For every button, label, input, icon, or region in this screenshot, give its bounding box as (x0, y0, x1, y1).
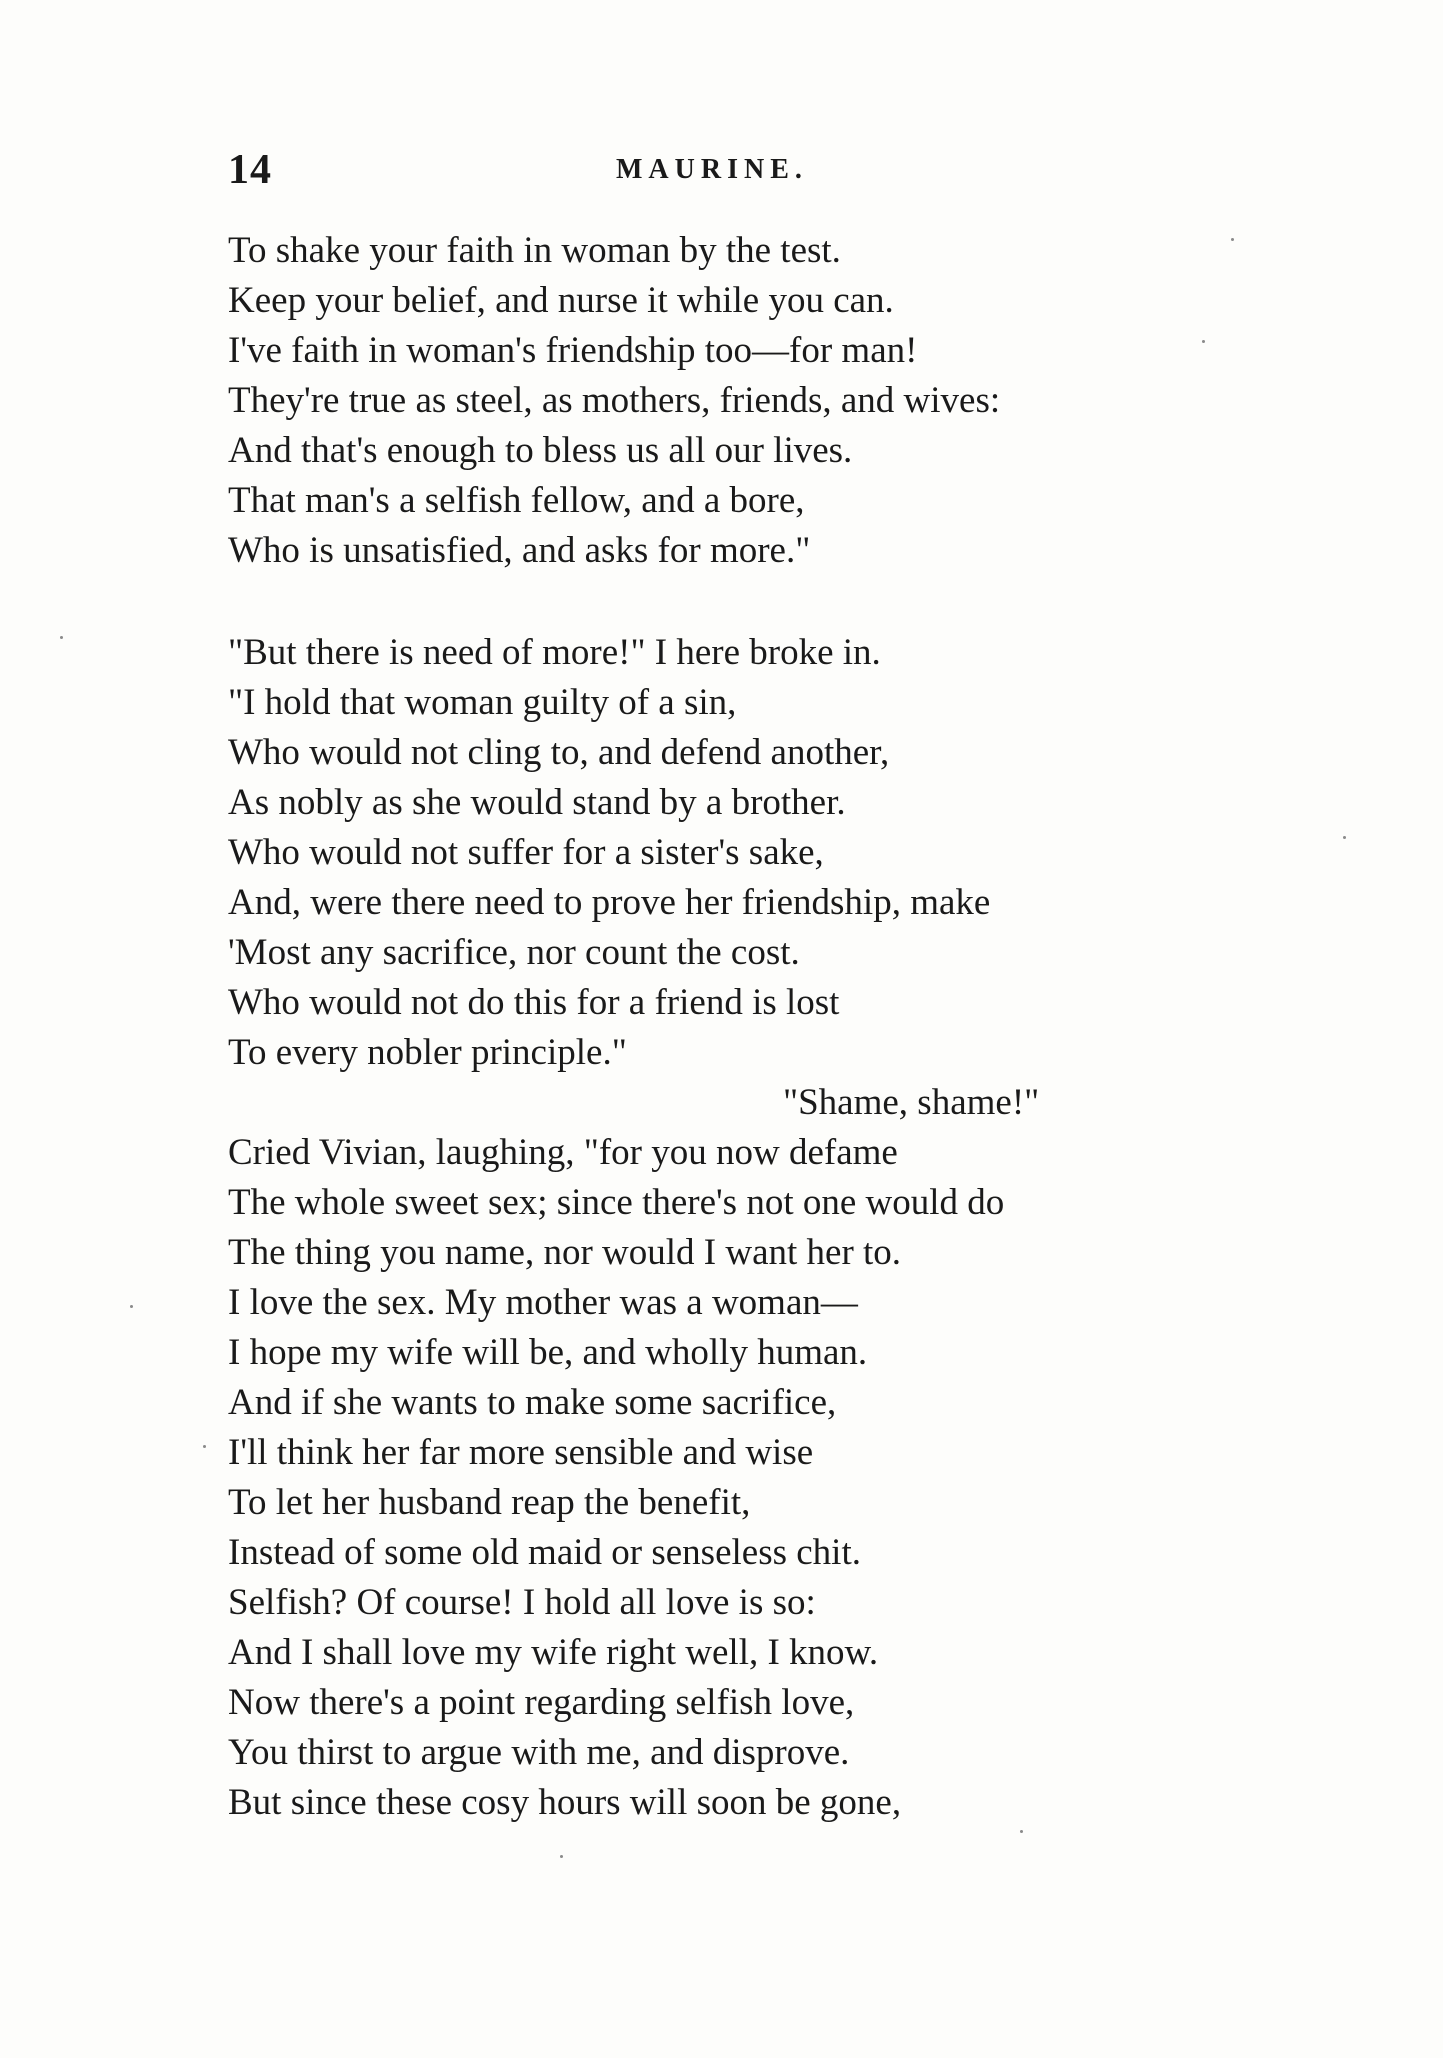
verse-line: Now there's a point regarding selfish love, (228, 1682, 855, 1723)
verse-line: I've faith in woman's friendship too—for man! (228, 330, 918, 371)
page-number: 14 (228, 147, 272, 193)
stanza-2 (228, 628, 1238, 1828)
verse-line: To shake your faith in woman by the test. (228, 230, 841, 271)
verse-line: "But there is need of more!" I here broke in. (228, 632, 881, 673)
verse-line: And I shall love my wife right well, I know. (228, 1632, 879, 1673)
verse-line: But since these cosy hours will soon be gone, (228, 1782, 902, 1823)
scan-speck (60, 636, 63, 639)
scan-speck (1202, 340, 1205, 343)
running-title: MAURINE. (616, 154, 808, 185)
verse-line: Who would not suffer for a sister's sake, (228, 832, 824, 873)
scan-speck (560, 1855, 563, 1858)
verse-line: You thirst to argue with me, and disprove. (228, 1732, 850, 1773)
verse-line: I love the sex. My mother was a woman— (228, 1282, 858, 1323)
scan-speck (1020, 1830, 1023, 1833)
verse-line: The whole sweet sex; since there's not one would do (228, 1182, 1005, 1223)
verse-line: "I hold that woman guilty of a sin, (228, 682, 737, 723)
verse-line: I hope my wife will be, and wholly human. (228, 1332, 868, 1373)
scan-speck (1343, 836, 1346, 839)
scan-speck (130, 1305, 133, 1308)
verse-line: And that's enough to bless us all our lives. (228, 430, 853, 471)
verse-line: Selfish? Of course! I hold all love is so: (228, 1582, 816, 1623)
verse-line: Who is unsatisfied, and asks for more." (228, 530, 811, 571)
verse-line: That man's a selfish fellow, and a bore, (228, 480, 805, 521)
scan-speck (203, 1445, 206, 1448)
verse-line: To every nobler principle." (228, 1032, 627, 1073)
stanza-1 (228, 226, 1238, 576)
verse-line: 'Most any sacrifice, nor count the cost. (228, 932, 800, 973)
verse-line: Who would not cling to, and defend another, (228, 732, 890, 773)
verse-line: Instead of some old maid or senseless chit. (228, 1532, 861, 1573)
verse-line: I'll think her far more sensible and wise (228, 1432, 814, 1473)
verse-line: To let her husband reap the benefit, (228, 1482, 751, 1523)
verse-line: And, were there need to prove her friendship, make (228, 882, 991, 923)
verse-line: And if she wants to make some sacrifice, (228, 1382, 837, 1423)
verse-line: Cried Vivian, laughing, "for you now defame (228, 1132, 898, 1173)
scan-speck (1231, 238, 1234, 241)
verse-line: The thing you name, nor would I want her to. (228, 1232, 902, 1273)
verse-line: They're true as steel, as mothers, friends, and wives: (228, 380, 1001, 421)
verse-line: Keep your belief, and nurse it while you can. (228, 280, 894, 321)
verse-line: Who would not do this for a friend is lost (228, 982, 840, 1023)
page-header (228, 146, 1228, 196)
verse-line: As nobly as she would stand by a brother. (228, 782, 846, 823)
verse-line-indented: "Shame, shame!" (783, 1082, 1040, 1123)
